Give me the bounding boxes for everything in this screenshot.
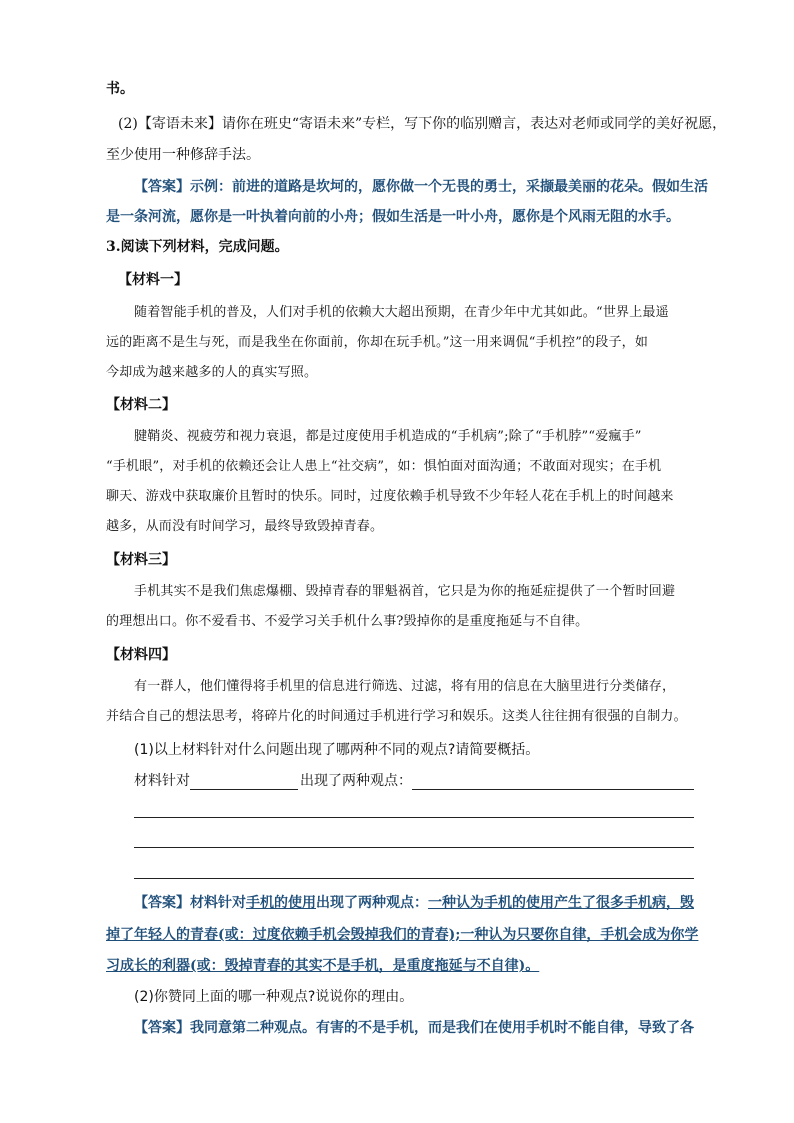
answer-line[interactable] bbox=[134, 877, 694, 879]
material-1-line: 随着智能手机的普及，人们对手机的依赖大大超出预期，在青少年中尤其如此。“世界上最遥 bbox=[134, 305, 669, 320]
material-1-line: 远的距离不是生与死，而是我坐在你面前，你却在玩手机。”这一用来调侃“手机控”的段子，如 bbox=[106, 335, 649, 350]
answer-tag: 【答案】 bbox=[134, 895, 190, 911]
material-3-line: 的理想出口。你不爱看书、不爱学习关手机什么事?毁掉你的是重度拖延与不自律。 bbox=[106, 614, 589, 629]
question-3-1: (1)以上材料针对什么问题出现了哪两种不同的观点?请简要概括。 bbox=[134, 742, 540, 758]
question-3-2: (2)你赞同上面的哪一种观点?说说你的理由。 bbox=[134, 989, 414, 1005]
material-2-title: 【材料二】 bbox=[106, 397, 176, 413]
answer-underlined: 手机的使用 bbox=[246, 895, 316, 911]
material-2-line: 腱鞘炎、视疲劳和视力衰退，都是过度使用手机造成的“手机病”;除了“手机脖”“爱瘋手” bbox=[134, 429, 642, 444]
answer-text: 出现了两种观点： bbox=[316, 895, 428, 911]
material-2-line: “手机眼”，对手机的依赖还会让人患上“社交病”，如：惧怕面对面沟通；不敢面对现实；在手机 bbox=[106, 459, 662, 474]
answer-underlined: 掉了年轻人的青春(或：过度依赖手机会毁掉我们的青春);一种认为只要你自律，手机会成为你学 bbox=[106, 927, 699, 943]
answer-underlined: 一种认为手机的使用产生了很多手机病，毁 bbox=[428, 895, 694, 911]
material-3-line: 手机其实不是我们焦虑爆棚、毁掉青春的罪魁祸首，它只是为你的拖延症提供了一个暂时回避 bbox=[134, 584, 676, 599]
answer-2-cont: 是一条河流，愿你是一叶执着向前的小舟；假如生活是一叶小舟，愿你是个风雨无阻的水手。 bbox=[106, 209, 680, 225]
material-1-title: 【材料一】 bbox=[118, 272, 188, 288]
answer-2 bbox=[134, 177, 708, 197]
material-4-line: 并结合自己的想法思考，将碎片化的时间通过手机进行学习和娱乐。这类人往往拥有很强的自制力。 bbox=[106, 709, 687, 724]
fill-prompt-start: 材料针对 bbox=[134, 773, 190, 789]
answer-blank[interactable] bbox=[412, 788, 694, 790]
answer-line[interactable] bbox=[134, 846, 694, 848]
question-3: 3.阅读下列材料，完成问题。 bbox=[106, 239, 289, 255]
answer-underlined: 习成长的利器(或：毁掉青春的其实不是手机，是重度拖延与不自律)。 bbox=[106, 958, 540, 974]
answer-tag: 【答案】 bbox=[134, 1020, 190, 1036]
material-4-title: 【材料四】 bbox=[106, 647, 176, 663]
answer-line[interactable] bbox=[134, 816, 694, 818]
material-2-line: 聊天、游戏中获取廉价且暂时的快乐。同时，过度依赖手机导致不少年轻人花在手机上的时间越来 bbox=[106, 489, 674, 504]
material-1-line: 今却成为越来越多的人的真实写照。 bbox=[106, 365, 318, 380]
answer-3-2 bbox=[134, 1018, 698, 1038]
question-2-cont: 至少使用一种修辞手法。 bbox=[106, 147, 260, 163]
fill-prompt-mid: 出现了两种观点： bbox=[300, 773, 412, 789]
answer-text: 示例：前进的道路是坎坷的，愿你做一个无畏的勇士，采撷最美丽的花朵。假如生活 bbox=[190, 179, 708, 195]
material-2-line: 越多，从而没有时间学习，最终导致毁掉青春。 bbox=[106, 519, 384, 534]
answer-blank[interactable] bbox=[190, 788, 298, 790]
material-4-line: 有一群人，他们懂得将手机里的信息进行筛选、过滤，将有用的信息在大脑里进行分类储存， bbox=[134, 679, 676, 694]
answer-3-1 bbox=[134, 893, 698, 913]
answer-text: 我同意第二种观点。有害的不是手机，而是我们在使用手机时不能自律，导致了各 bbox=[190, 1020, 694, 1036]
answer-tag: 【答案】 bbox=[134, 179, 190, 195]
material-3-title: 【材料三】 bbox=[106, 552, 176, 568]
answer-text: 材料针对 bbox=[190, 895, 246, 911]
text-line: 书。 bbox=[106, 81, 134, 97]
question-2: (2)【寄语未来】请你在班史“寄语未来”专栏，写下你的临别赠言，表达对老师或同学的美好祝愿， bbox=[118, 116, 727, 132]
